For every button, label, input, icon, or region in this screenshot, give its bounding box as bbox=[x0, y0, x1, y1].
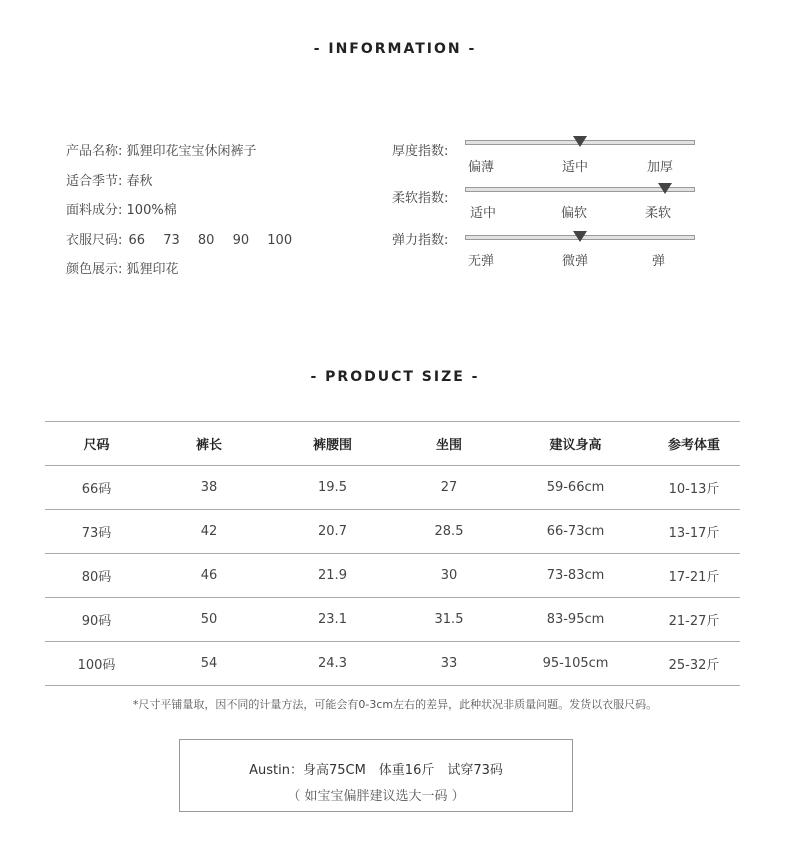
thickness-label: 厚度指数: bbox=[392, 144, 449, 159]
elasticity-tick: 微弹 bbox=[562, 254, 589, 269]
table-cell: 50 bbox=[148, 598, 270, 642]
header-cell: 裤长 bbox=[148, 422, 270, 466]
size-table bbox=[45, 421, 740, 686]
table-cell: 73码 bbox=[45, 510, 148, 554]
header-cell: 坐围 bbox=[395, 422, 503, 466]
thickness-tick: 适中 bbox=[562, 160, 589, 175]
table-cell: 95-105cm bbox=[503, 642, 648, 686]
softness-tick: 适中 bbox=[470, 206, 497, 221]
table-cell: 83-95cm bbox=[503, 598, 648, 642]
softness-marker bbox=[658, 183, 672, 194]
info-row-season bbox=[66, 170, 153, 189]
table-cell: 21-27斤 bbox=[648, 598, 740, 642]
table-row bbox=[45, 598, 740, 642]
table-cell: 23.1 bbox=[270, 598, 395, 642]
table-cell: 73-83cm bbox=[503, 554, 648, 598]
table-cell: 100码 bbox=[45, 642, 148, 686]
header-cell: 建议身高 bbox=[503, 422, 648, 466]
thickness-marker bbox=[573, 136, 587, 147]
softness-tick: 偏软 bbox=[561, 206, 588, 221]
table-cell: 25-32斤 bbox=[648, 642, 740, 686]
table-cell: 30 bbox=[395, 554, 503, 598]
info-label: 适合季节: bbox=[66, 174, 123, 189]
table-cell: 24.3 bbox=[270, 642, 395, 686]
elasticity-label: 弹力指数: bbox=[392, 233, 449, 248]
elasticity-tick: 弹 bbox=[652, 254, 666, 269]
table-cell: 10-13斤 bbox=[648, 466, 740, 510]
info-row-sizes bbox=[66, 229, 306, 248]
table-row bbox=[45, 642, 740, 686]
table-cell: 42 bbox=[148, 510, 270, 554]
header-cell: 参考体重 bbox=[648, 422, 740, 466]
info-label: 产品名称: bbox=[66, 144, 123, 159]
info-label: 面料成分: bbox=[66, 203, 123, 218]
info-value: 狐狸印花 bbox=[126, 262, 179, 277]
elasticity-tick: 无弹 bbox=[468, 254, 495, 269]
info-row-product-name bbox=[66, 140, 257, 159]
table-row bbox=[45, 554, 740, 598]
table-cell: 54 bbox=[148, 642, 270, 686]
table-cell: 90码 bbox=[45, 598, 148, 642]
table-cell: 27 bbox=[395, 466, 503, 510]
table-cell: 38 bbox=[148, 466, 270, 510]
table-cell: 31.5 bbox=[395, 598, 503, 642]
table-cell: 59-66cm bbox=[503, 466, 648, 510]
model-info-box bbox=[179, 739, 573, 812]
thickness-tick: 加厚 bbox=[647, 160, 674, 175]
table-cell: 19.5 bbox=[270, 466, 395, 510]
table-cell: 21.9 bbox=[270, 554, 395, 598]
size-option: 66 bbox=[128, 233, 146, 248]
info-label: 衣服尺码: bbox=[66, 233, 123, 248]
model-advice-line: （ 如宝宝偏胖建议选大一码 ） bbox=[287, 789, 465, 804]
table-cell: 28.5 bbox=[395, 510, 503, 554]
table-cell: 13-17斤 bbox=[648, 510, 740, 554]
table-cell: 66码 bbox=[45, 466, 148, 510]
model-info-line: Austin：身高75CM 体重16斤 试穿73码 bbox=[249, 763, 503, 778]
softness-tick: 柔软 bbox=[645, 206, 672, 221]
table-row bbox=[45, 510, 740, 554]
table-cell: 33 bbox=[395, 642, 503, 686]
size-option: 100 bbox=[267, 233, 293, 248]
table-cell: 66-73cm bbox=[503, 510, 648, 554]
table-cell: 20.7 bbox=[270, 510, 395, 554]
size-option: 90 bbox=[232, 233, 250, 248]
measurement-note: *尺寸平铺量取，因不同的计量方法，可能会有0-3cm左右的差异，此种状况非质量问题。发货以衣服尺码。 bbox=[132, 698, 658, 711]
info-label: 颜色展示: bbox=[66, 262, 123, 277]
thickness-tick: 偏薄 bbox=[468, 160, 495, 175]
info-row-fabric bbox=[66, 199, 177, 218]
table-cell: 46 bbox=[148, 554, 270, 598]
info-row-color bbox=[66, 258, 179, 277]
table-cell: 80码 bbox=[45, 554, 148, 598]
product-size-title: - PRODUCT SIZE - bbox=[310, 369, 480, 385]
header-cell: 尺码 bbox=[45, 422, 148, 466]
elasticity-marker bbox=[573, 231, 587, 242]
softness-label: 柔软指数: bbox=[392, 191, 449, 206]
info-value: 春秋 bbox=[126, 174, 153, 189]
size-option: 80 bbox=[197, 233, 215, 248]
info-value: 狐狸印花宝宝休闲裤子 bbox=[126, 144, 257, 159]
table-cell: 17-21斤 bbox=[648, 554, 740, 598]
size-table-header bbox=[45, 422, 740, 466]
header-cell: 裤腰围 bbox=[270, 422, 395, 466]
info-value: 100%棉 bbox=[126, 203, 177, 218]
table-row bbox=[45, 466, 740, 510]
size-option: 73 bbox=[163, 233, 180, 248]
information-title: - INFORMATION - bbox=[313, 41, 477, 57]
